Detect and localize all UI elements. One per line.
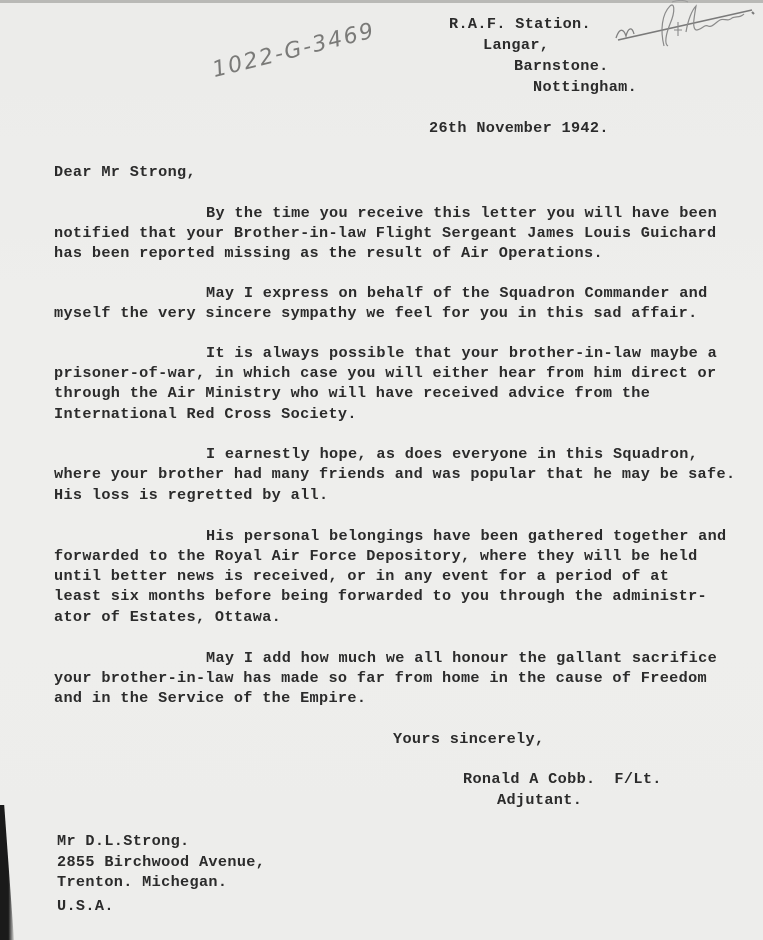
handwritten-struck-note [612, 0, 763, 52]
letter-date: 26th November 1942. [429, 119, 609, 137]
paragraph-3-line-2: prisoner-of-war, in which case you will either hear from him direct or [54, 364, 717, 382]
paragraph-1-line-2: notified that your Brother-in-law Flight Sergeant James Louis Guichard [54, 224, 717, 242]
letterhead-village: Barnstone. [514, 57, 609, 75]
paragraph-6-line-3: and in the Service of the Empire. [54, 689, 367, 707]
salutation: Dear Mr Strong, [54, 163, 196, 181]
letterhead-county: Nottingham. [533, 78, 638, 96]
paragraph-2-line-2: myself the very sincere sympathy we feel for you in this sad affair. [54, 304, 698, 322]
paragraph-5-line-2: forwarded to the Royal Air Force Depository, where they will be held [54, 547, 698, 565]
recipient-city: Trenton. Michegan. [57, 873, 228, 891]
paragraph-4-line-1: I earnestly hope, as does everyone in this Squadron, [206, 445, 699, 463]
paragraph-4-line-2: where your brother had many friends and was popular that he may be safe. [54, 465, 736, 483]
paragraph-5-line-5: ator of Estates, Ottawa. [54, 608, 282, 626]
paragraph-5-line-3: until better news is received, or in any event for a period of at [54, 567, 670, 585]
signature-title: Adjutant. [497, 791, 583, 809]
paragraph-3-line-1: It is always possible that your brother-in-law maybe a [206, 344, 718, 362]
signature-name: Ronald A Cobb. F/Lt. [463, 770, 662, 788]
letterhead-station: R.A.F. Station. [449, 15, 591, 33]
paragraph-6-line-2: your brother-in-law has made so far from home in the cause of Freedom [54, 669, 708, 687]
paragraph-3-line-4: International Red Cross Society. [54, 405, 357, 423]
handwritten-file-number: 1022-G-3469 [209, 18, 378, 83]
page-fold-shadow [0, 805, 14, 940]
paragraph-1-line-1: By the time you receive this letter you will have been [206, 204, 718, 222]
paragraph-5-line-1: His personal belongings have been gathered together and [206, 527, 727, 545]
paragraph-6-line-1: May I add how much we all honour the gallant sacrifice [206, 649, 718, 667]
paragraph-4-line-3: His loss is regretted by all. [54, 486, 329, 504]
paragraph-2-line-1: May I express on behalf of the Squadron Commander and [206, 284, 708, 302]
closing: Yours sincerely, [393, 730, 545, 748]
recipient-street: 2855 Birchwood Avenue, [57, 853, 266, 871]
recipient-country: U.S.A. [57, 897, 114, 915]
letterhead-location: Langar, [483, 36, 550, 54]
paragraph-3-line-3: through the Air Ministry who will have received advice from the [54, 384, 651, 402]
paragraph-1-line-3: has been reported missing as the result of Air Operations. [54, 244, 603, 262]
paragraph-5-line-4: least six months before being forwarded to you through the administr- [54, 587, 708, 605]
recipient-name: Mr D.L.Strong. [57, 832, 190, 850]
